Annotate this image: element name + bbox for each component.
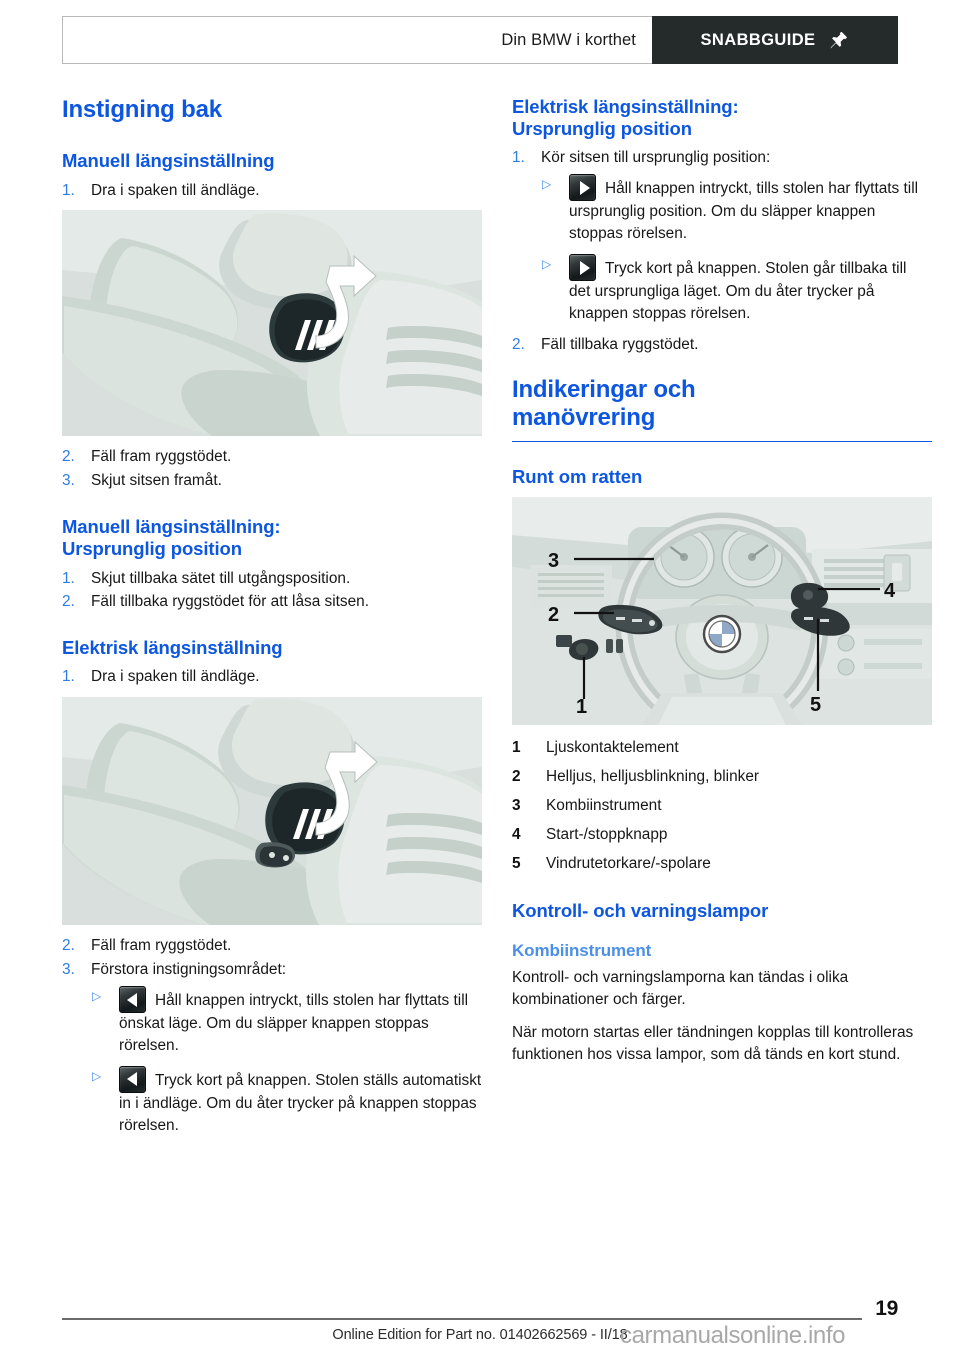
- left-chapter-title: Instigning bak: [62, 96, 222, 123]
- legend-item: [512, 736, 932, 759]
- heading-line-2: Ursprunglig position: [512, 118, 692, 140]
- steps-manuell-ursprunglig: [62, 568, 482, 614]
- step-item: [62, 568, 482, 590]
- tab-snabbguide[interactable]: [652, 16, 898, 64]
- step-text: Fäll fram ryggstödet.: [91, 448, 232, 466]
- subheading-kombiinstrument: Kombiinstrument: [512, 940, 652, 960]
- step-text: Skjut tillbaka sätet till utgångsposition.: [91, 569, 351, 587]
- step-number: 1.: [62, 181, 75, 199]
- legend-item: [512, 794, 932, 817]
- left-column: [62, 96, 482, 1146]
- step-number: 1.: [512, 149, 525, 167]
- heading-line-2: Ursprunglig position: [62, 538, 242, 560]
- step-number: 2.: [62, 937, 75, 955]
- step-number: 2.: [62, 448, 75, 466]
- triangle-bullet-icon: ▷: [542, 257, 552, 271]
- button-arrow-right-icon[interactable]: [569, 254, 596, 281]
- legend-number: 3: [512, 797, 521, 815]
- callout-2: 2: [548, 604, 560, 627]
- tab-snabbguide-label: SNABBGUIDE: [700, 30, 816, 49]
- button-arrow-left-icon[interactable]: [119, 1066, 146, 1093]
- paragraph-kombiinstrument-1: Kontroll- och varningslamporna kan tändas i olika kombinationer och färger.: [512, 969, 849, 1009]
- callout-1: 1: [576, 696, 588, 719]
- paragraph-kombiinstrument-2: När motorn startas eller tändningen kopplas till kontrolleras funktionen hos vissa lampor, som då tänds en kort stund.: [512, 1024, 914, 1064]
- subitem: [91, 1066, 482, 1137]
- chapter-line-1: Indikeringar och: [512, 375, 696, 403]
- pin-icon: [829, 30, 849, 50]
- step-item: [62, 446, 482, 468]
- step-number: 2.: [62, 593, 75, 611]
- step-text: Kör sitsen till ursprunglig position:: [541, 149, 771, 167]
- steps-manuell-after: [62, 446, 482, 492]
- legend-text: Vindrutetorkare/-spolare: [546, 855, 711, 873]
- callout-5: 5: [810, 694, 822, 717]
- steps-elektrisk-ursprunglig-2: [512, 334, 932, 356]
- legend-number: 5: [512, 855, 521, 873]
- subitem-text: Håll knappen intryckt, tills stolen har flyttats till ursprunglig position. Om du släpper knappen stoppas rörelsen.: [569, 180, 919, 243]
- heading-elektrisk-ursprunglig: [512, 96, 932, 140]
- callout-4: 4: [884, 580, 896, 603]
- steering-wheel-cockpit-illustration: [512, 497, 932, 725]
- triangle-bullet-icon: ▷: [92, 989, 102, 1004]
- right-column: [512, 96, 932, 1066]
- page-number: 19: [875, 1297, 898, 1320]
- step-item: [512, 334, 932, 356]
- step-item: [62, 959, 482, 981]
- step-text: Dra i spaken till ändläge.: [91, 668, 260, 686]
- triangle-bullet-icon: ▷: [92, 1068, 102, 1083]
- step-text: Fäll fram ryggstödet.: [91, 937, 232, 955]
- legend-text: Ljuskontaktelement: [546, 739, 679, 757]
- step-item: [62, 935, 482, 957]
- seat-lever-electric-illustration: [62, 697, 482, 925]
- heading-line-1: Manuell längsinställning:: [62, 516, 281, 538]
- step-text: Fäll tillbaka ryggstödet för att låsa sitsen.: [91, 593, 370, 611]
- heading-kontroll-varningslampor: Kontroll- och varningslampor: [512, 900, 769, 922]
- legend-text: Helljus, helljusblinkning, blinker: [546, 768, 760, 786]
- subitem: [541, 174, 932, 245]
- heading-runt-om-ratten: Runt om ratten: [512, 466, 643, 488]
- steps-elektrisk-after: [62, 935, 482, 981]
- subitem-text: Tryck kort på knappen. Stolen går tillbaka till det ursprungliga läget. Om du åter trycker på knappen stoppas rörelsen.: [569, 260, 907, 322]
- breadcrumb: Din BMW i korthet: [501, 30, 636, 49]
- legend-item: [512, 852, 932, 875]
- steps-manuell-before: [62, 180, 482, 202]
- right-chapter-title: [512, 376, 932, 443]
- steering-wheel-legend: [512, 736, 932, 875]
- seat-lever-manual-illustration: [62, 210, 482, 436]
- subitems-elektrisk-ursprunglig: [541, 174, 932, 325]
- legend-item: [512, 823, 932, 846]
- step-number: 3.: [62, 961, 75, 979]
- heading-manuell-ursprunglig: [62, 516, 482, 560]
- callout-3: 3: [548, 550, 560, 573]
- legend-text: Start-/stoppknapp: [546, 826, 668, 844]
- subitems-elektrisk: [91, 986, 482, 1137]
- steps-elektrisk-before: [62, 666, 482, 688]
- step-item: [62, 666, 482, 688]
- legend-number: 1: [512, 739, 521, 757]
- heading-line-1: Elektrisk längsinställning:: [512, 96, 739, 117]
- button-arrow-right-icon[interactable]: [569, 174, 596, 201]
- step-item: [62, 470, 482, 492]
- step-number: 3.: [62, 472, 75, 490]
- step-text: Skjut sitsen framåt.: [91, 472, 222, 490]
- edition-text: Online Edition for Part no. 01402662569 - II/18: [332, 1327, 628, 1343]
- watermark: carmanualsonline.info: [620, 1322, 846, 1349]
- breadcrumb-tab[interactable]: [62, 16, 652, 64]
- legend-number: 4: [512, 826, 521, 844]
- heading-manuell-langsinstallning: Manuell längsinställning: [62, 150, 275, 172]
- step-item: [62, 180, 482, 202]
- legend-number: 2: [512, 768, 521, 786]
- subitem: [91, 986, 482, 1057]
- step-text: Fäll tillbaka ryggstödet.: [541, 335, 699, 353]
- legend-item: [512, 765, 932, 788]
- step-text: Dra i spaken till ändläge.: [91, 181, 260, 199]
- triangle-bullet-icon: ▷: [542, 177, 552, 192]
- heading-elektrisk-langsinstallning: Elektrisk längsinställning: [62, 637, 283, 659]
- step-number: 1.: [62, 668, 75, 686]
- page-header: [62, 16, 898, 64]
- subitem-text: Håll knappen intryckt, tills stolen har flyttats till önskat läge. Om du släpper knappen stoppas rörelsen.: [119, 992, 469, 1054]
- step-item: [512, 147, 932, 169]
- step-number: 2.: [512, 335, 525, 353]
- step-item: [62, 591, 482, 613]
- chapter-line-2: manövrering: [512, 403, 656, 431]
- button-arrow-left-icon[interactable]: [119, 986, 146, 1013]
- legend-text: Kombiinstrument: [546, 797, 662, 815]
- steps-elektrisk-ursprunglig-1: [512, 147, 932, 169]
- footer-divider: [62, 1318, 862, 1320]
- step-text: Förstora instigningsområdet:: [91, 961, 287, 979]
- step-number: 1.: [62, 569, 75, 587]
- subitem: [541, 254, 932, 325]
- subitem-text: Tryck kort på knappen. Stolen ställs automatiskt in i ändläge. Om du åter trycker på knappen stoppas rörelsen.: [119, 1071, 482, 1134]
